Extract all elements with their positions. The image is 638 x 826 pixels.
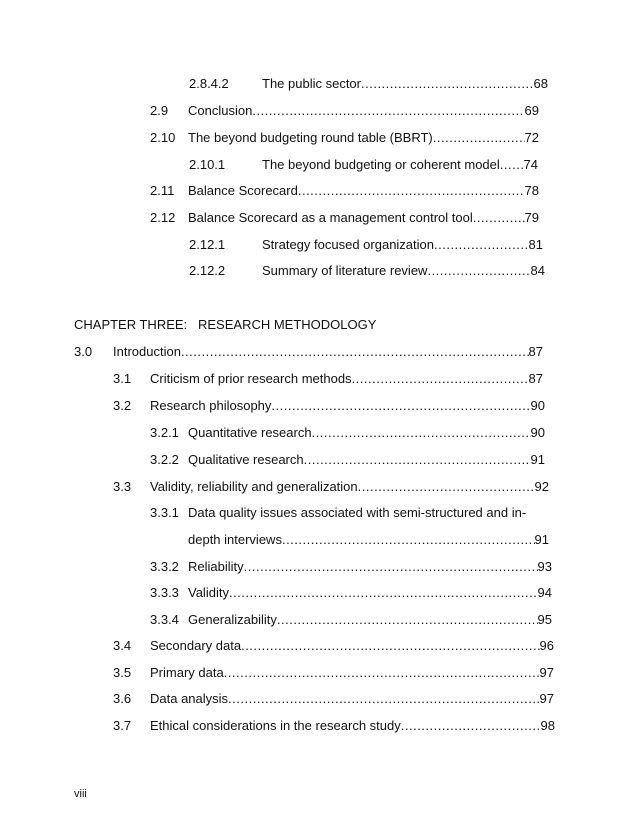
toc-leader [361,75,534,93]
toc-title-line [262,262,545,280]
toc-title-line [150,690,554,708]
toc-number: 3.3.1 [150,505,179,520]
toc-page: 97 [539,691,554,706]
toc-title-line [150,637,554,655]
toc-number: 3.3.2 [150,559,179,574]
toc-entry [0,182,638,200]
toc-title-line [150,478,549,496]
toc-entry [0,664,638,682]
toc-leader [304,451,531,469]
toc-title-line [188,182,539,200]
toc-number: 3.3.3 [150,585,179,600]
toc-entry [0,424,638,442]
toc-page: 95 [537,612,552,627]
toc-leader [282,531,535,549]
toc-entry [0,102,638,120]
toc-title: Strategy focused organization [262,237,434,252]
toc-number: 3.3 [113,479,132,494]
toc-title: The public sector [262,76,361,91]
toc-leader [252,102,524,120]
toc-page: 69 [524,103,539,118]
toc-title-line [188,102,539,120]
toc-leader [224,664,540,682]
toc-page: 90 [530,398,545,413]
toc-page: 91 [534,532,549,547]
toc-leader [241,637,539,655]
toc-page: 90 [530,425,545,440]
toc-title: Ethical considerations in the research study [150,718,401,733]
toc-number: 3.5 [113,665,132,680]
toc-leader [298,182,525,200]
toc-entry [0,236,638,254]
toc-page: 72 [524,130,539,145]
toc-leader [271,397,530,415]
toc-leader [427,262,530,280]
toc-title: Data quality issues associated with semi-structured and in- [188,505,527,520]
toc-page: 81 [528,237,543,252]
toc-leader [181,343,529,361]
toc-title: Quantitative research [188,425,312,440]
toc-leader [358,478,535,496]
toc-number: 3.7 [113,718,132,733]
toc-entry [0,690,638,708]
toc-title: The beyond budgeting round table (BBRT) [188,130,433,145]
toc-entry [0,717,638,735]
toc-entry [0,397,638,415]
toc-title-line [150,664,554,682]
toc-leader [277,611,538,629]
toc-entry [0,451,638,469]
toc-number: 2.8.4.2 [189,76,229,91]
toc-page: 74 [523,157,538,172]
toc-title: Secondary data [150,638,242,653]
toc-number: 3.4 [113,638,132,653]
toc-leader [244,558,538,576]
toc-number: 3.1 [113,371,132,386]
toc-title-line [188,611,552,629]
toc-title: Balance Scorecard [188,183,298,198]
toc-title: Qualitative research [188,452,304,467]
toc-leader [434,236,529,254]
toc-number: 3.2.1 [150,425,179,440]
toc-leader [352,370,529,388]
toc-number: 2.9 [150,103,169,118]
toc-title: Criticism of prior research methods [150,371,352,386]
toc-title-line [188,584,552,602]
toc-number: 2.10.1 [189,157,226,172]
toc-title-line [188,129,539,147]
page-number-footer: viii [74,788,87,800]
toc-leader [401,717,541,735]
toc-title: Reliability [188,559,244,574]
toc-title: Conclusion [188,103,253,118]
toc-entry [0,156,638,174]
toc-entry [0,343,638,361]
toc-title: Validity [188,585,229,600]
toc-entry [0,262,638,280]
toc-leader [433,129,525,147]
toc-entry [0,75,638,93]
toc-leader [312,424,531,442]
toc-number: 3.6 [113,691,132,706]
toc-leader [473,209,525,227]
toc-title-line [262,75,548,93]
toc-page: 78 [524,183,539,198]
toc-leader [229,584,538,602]
toc-entry [0,370,638,388]
toc-entry [0,558,638,576]
toc-leader [228,690,539,708]
toc-number: 3.3.4 [150,612,179,627]
toc-title: The beyond budgeting or coherent model [262,157,500,172]
toc-number: 2.12.1 [189,237,226,252]
toc-title: Summary of literature review [262,263,428,278]
toc-title-line [188,531,549,549]
toc-entry [0,209,638,227]
toc-page: 97 [539,665,554,680]
toc-title-line [150,397,545,415]
toc-title-line [188,424,545,442]
toc-title-line [262,156,538,174]
toc-title-line [188,209,539,227]
toc-number: 3.0 [74,344,93,359]
toc-number: 2.12 [150,210,176,225]
toc-title: Data analysis [150,691,229,706]
toc-title: Introduction [113,344,181,359]
toc-number: 2.11 [150,183,175,198]
toc-entry [0,129,638,147]
toc-page: 94 [537,585,552,600]
toc-title: Research philosophy [150,398,272,413]
toc-title: Balance Scorecard as a management control tool [188,210,473,225]
chapter-heading: CHAPTER THREE: RESEARCH METHODOLOGY [74,317,377,332]
toc-number: 3.2 [113,398,132,413]
toc-page: 84 [530,263,545,278]
toc-page: 87 [528,344,543,359]
toc-entry [0,611,638,629]
toc-page: 91 [530,452,545,467]
toc-page: 68 [533,76,548,91]
toc-number: 2.10 [150,130,176,145]
toc-title-line [262,236,543,254]
toc-page: 93 [537,559,552,574]
toc-page: 98 [540,718,555,733]
toc-title-line [150,370,543,388]
toc-entry [0,504,638,548]
toc-number: 2.12.2 [189,263,226,278]
toc-title-line [188,558,552,576]
toc-entry [0,637,638,655]
toc-title: Validity, reliability and generalization [150,479,358,494]
toc-number: 3.2.2 [150,452,179,467]
toc-entry [0,478,638,496]
toc-entry [0,584,638,602]
toc-page: 96 [539,638,554,653]
toc-title: Generalizability [188,612,277,627]
toc-title-line [150,717,555,735]
toc-page: 92 [534,479,549,494]
toc-leader [500,156,524,174]
toc-page: 79 [524,210,539,225]
toc-title: Primary data [150,665,224,680]
toc-page: 87 [528,371,543,386]
toc-title-line [188,451,545,469]
toc-title-line [113,343,543,361]
toc-title-continued: depth interviews [188,532,282,547]
